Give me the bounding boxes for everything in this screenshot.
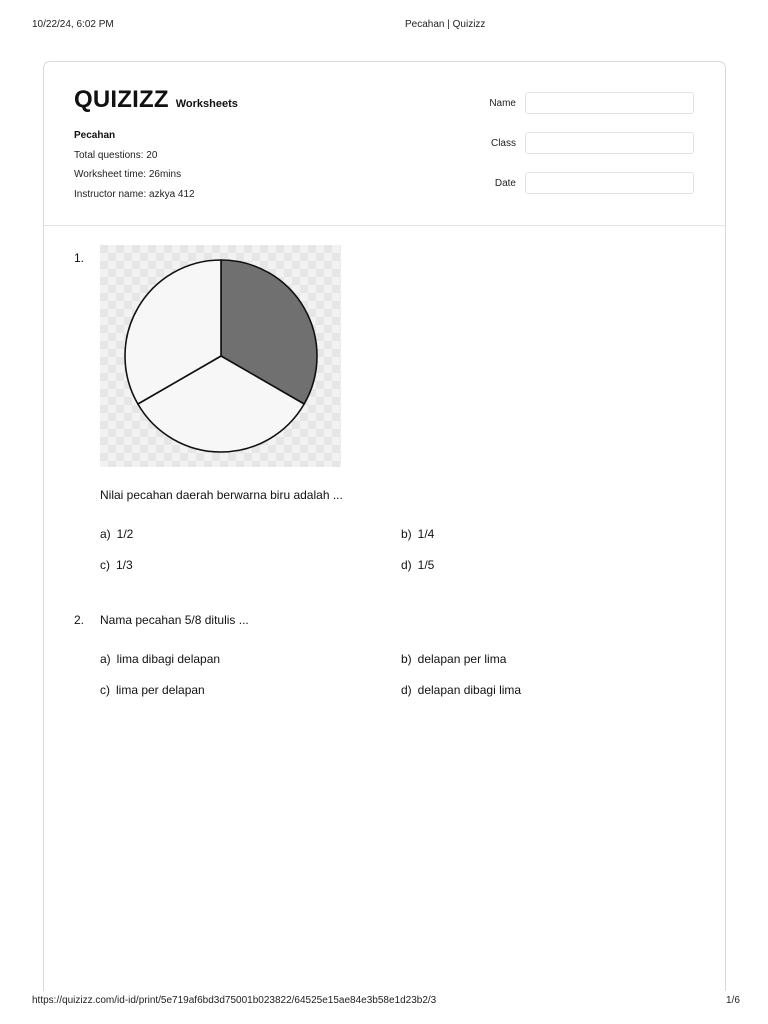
question-1-option-c[interactable] — [100, 558, 133, 572]
option-letter: b) — [401, 652, 412, 666]
option-text: lima per delapan — [116, 683, 205, 697]
option-text: 1/4 — [417, 527, 435, 541]
name-label: Name — [489, 98, 516, 109]
class-label: Class — [490, 138, 516, 149]
option-letter: c) — [100, 683, 110, 697]
question-2-option-d[interactable] — [401, 683, 521, 697]
date-field[interactable] — [525, 172, 694, 194]
option-text: 1/3 — [116, 558, 133, 572]
worksheet-time: Worksheet time: 26mins — [74, 169, 182, 180]
date-label: Date — [494, 178, 516, 189]
question-1-option-b[interactable] — [401, 527, 434, 541]
pie-slices — [125, 260, 317, 452]
option-letter: a) — [100, 652, 111, 666]
name-field[interactable] — [525, 92, 694, 114]
option-text: delapan dibagi lima — [417, 683, 522, 697]
question-1-option-a[interactable] — [100, 527, 133, 541]
print-date: 10/22/24, 6:02 PM — [32, 19, 114, 30]
worksheet — [43, 61, 726, 991]
instructor-name: Instructor name: azkya 412 — [74, 188, 195, 200]
question-2-option-a[interactable] — [100, 652, 220, 666]
option-text: 1/5 — [417, 558, 435, 572]
worksheet-header — [44, 62, 725, 226]
total-questions: Total questions: 20 — [74, 149, 158, 161]
option-letter: a) — [100, 527, 111, 541]
print-url: https://quizizz.com/id-id/print/5e719af6bd3d75001b023822/64525e15ae84e3b58e1d23b2/3 — [32, 995, 437, 1006]
fraction-pie-chart — [100, 245, 341, 467]
question-1-figure — [100, 245, 341, 467]
option-letter: c) — [100, 558, 110, 572]
question-2-option-c[interactable] — [100, 683, 205, 697]
option-text: 1/2 — [116, 527, 134, 541]
worksheet-meta — [74, 126, 195, 204]
option-letter: d) — [401, 683, 412, 697]
logo-subtitle: Worksheets — [175, 98, 238, 110]
print-title: Pecahan | Quizizz — [405, 19, 486, 30]
logo-wordmark: QUIZIZZ — [74, 86, 169, 113]
question-2-text: Nama pecahan 5/8 ditulis ... — [100, 613, 249, 627]
question-1-number: 1. — [74, 251, 85, 265]
print-page-number: 1/6 — [726, 995, 740, 1006]
question-2-number: 2. — [74, 613, 85, 627]
worksheet-title: Pecahan — [74, 130, 116, 141]
option-text: lima dibagi delapan — [116, 652, 221, 666]
option-letter: d) — [401, 558, 412, 572]
class-field[interactable] — [525, 132, 694, 154]
question-2-option-b[interactable] — [401, 652, 506, 666]
question-1-option-d[interactable] — [401, 558, 434, 572]
quizizz-logo — [74, 86, 238, 114]
option-letter: b) — [401, 527, 412, 541]
question-1-text: Nilai pecahan daerah berwarna biru adalah ... — [100, 488, 343, 502]
option-text: delapan per lima — [417, 652, 507, 666]
